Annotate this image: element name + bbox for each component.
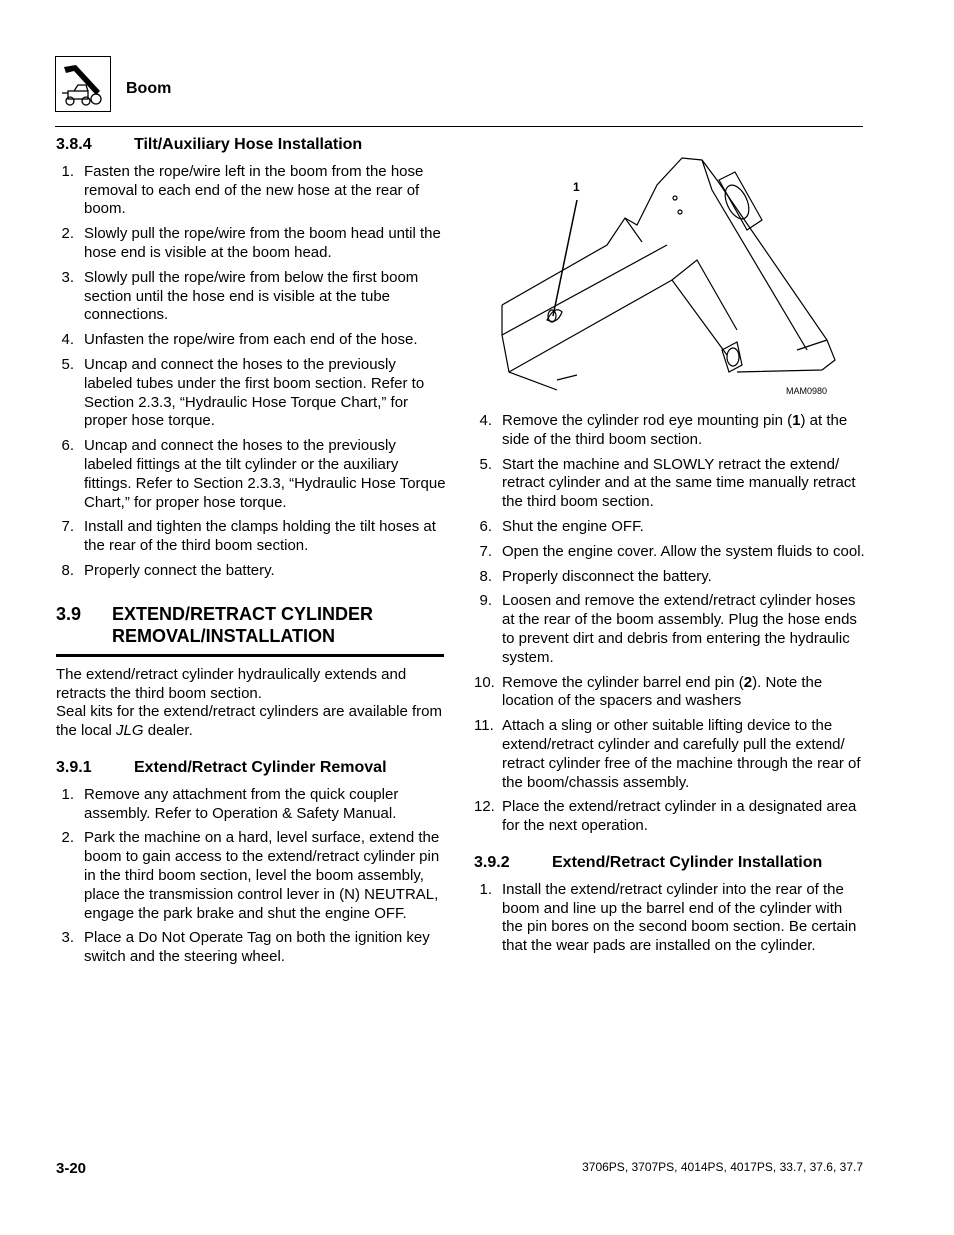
list-item: 9. Loosen and remove the extend/retract cylinder hoses at the rear of the boom assembly. Plug the hose ends to prevent dirt and debris from entering the hydraulic system. bbox=[479, 592, 857, 666]
section-3-9-2-heading: 3.9.2 Extend/Retract Cylinder Installation bbox=[474, 853, 823, 871]
header-title: Boom bbox=[126, 80, 172, 97]
footer-models: 3706PS, 3707PS, 4014PS, 4017PS, 33.7, 37.6, 37.7 bbox=[582, 1160, 863, 1174]
list-item: 4. Unfasten the rope/wire from each end of the hose. bbox=[61, 331, 418, 349]
list-item: 2. Park the machine on a hard, level surface, extend the boom to gain access to the extend/retract cylinder pin in the third boom section, level the boom assembly, place the transmission control lever in (N) NEUTRAL, engage the park brake and shut the engine OFF. bbox=[61, 829, 440, 922]
list-item: 7. Install and tighten the clamps holding the tilt hoses at the rear of the third boom section. bbox=[61, 518, 436, 555]
section-3-9-heading: 3.9 EXTEND/RETRACT CYLINDER REMOVAL/INSTALLATION bbox=[56, 603, 374, 646]
list-item: 5. Start the machine and SLOWLY retract the extend/ retract cylinder and at the same time manually retract the third boom section. bbox=[479, 455, 856, 511]
section-3-9-2-steps bbox=[474, 881, 866, 956]
list-item: 1. Remove any attachment from the quick coupler assembly. Refer to Operation & Safety Manual. bbox=[61, 785, 399, 822]
section-3-8-4-steps bbox=[56, 163, 446, 581]
list-item: 5. Uncap and connect the hoses to the previously labeled tubes under the first boom section. Refer to Section 2.3.3, “Hydraulic Hose Torque Chart,” for proper hose torque. bbox=[61, 355, 425, 430]
callout-1-leader bbox=[553, 200, 577, 316]
list-item: 8. Properly disconnect the battery. bbox=[479, 567, 712, 585]
page-number: 3-20 bbox=[56, 1160, 87, 1177]
left-column bbox=[56, 136, 446, 973]
header-divider bbox=[55, 126, 863, 127]
list-item: 3. Slowly pull the rope/wire from below the first boom section until the hose end is visible at the tube connections. bbox=[61, 268, 419, 324]
list-item: 7. Open the engine cover. Allow the system fluids to cool. bbox=[479, 542, 865, 560]
list-item: 8. Properly connect the battery. bbox=[61, 561, 275, 579]
telehandler-icon bbox=[56, 57, 109, 110]
list-item: 12. Place the extend/retract cylinder in a designated area for the next operation. bbox=[474, 798, 857, 835]
figure-code: MAM0980 bbox=[786, 386, 828, 396]
boom-section-logo bbox=[55, 56, 111, 112]
section-3-9-1-steps-left bbox=[56, 786, 446, 967]
section-3-9-1-steps-right bbox=[474, 412, 866, 450]
list-item: 10. Remove the cylinder barrel end pin (2). Note the location of the spacers and washers bbox=[474, 673, 823, 710]
list-item: 1. Install the extend/retract cylinder into the rear of the boom and line up the barrel end of the cylinder with the pin bores on the second boom section. Be certain that the wear pads are installed on the cylinder. bbox=[479, 880, 857, 955]
section-3-9-1-step-10 bbox=[474, 674, 866, 712]
section-3-9-intro: The extend/retract cylinder hydraulically extends and retracts the third boom section. bbox=[56, 665, 407, 702]
list-item: 11. Attach a sling or other suitable lifting device to the extend/retract cylinder and carefully pull the extend/ retract cylinder free of the machine through the rear of the boom/chassis assembly. bbox=[474, 717, 861, 791]
list-item: 6. Shut the engine OFF. bbox=[479, 517, 644, 535]
section-3-9-1-steps-right-3 bbox=[474, 717, 866, 836]
list-item: 2. Slowly pull the rope/wire from the boom head until the hose end is visible at the boom head. bbox=[61, 225, 441, 261]
list-item: 6. Uncap and connect the hoses to the previously labeled fittings at the tilt cylinder or the auxiliary fittings. Refer to Section 2.3.3, “Hydraulic Hose Torque Chart,” for proper hose torque. bbox=[61, 437, 446, 511]
boom-cylinder-pin-figure bbox=[497, 150, 842, 400]
right-column bbox=[474, 412, 866, 962]
list-item: 3. Place a Do Not Operate Tag on both the ignition key switch and the steering wheel. bbox=[61, 929, 430, 966]
section-3-8-4-heading: 3.8.4 Tilt/Auxiliary Hose Installation bbox=[56, 136, 363, 153]
section-3-9-1-heading: 3.9.1 Extend/Retract Cylinder Removal bbox=[56, 758, 387, 776]
section-3-9-rule bbox=[56, 654, 444, 657]
figure-callout-1: 1 bbox=[573, 180, 580, 194]
list-item: 1. Fasten the rope/wire left in the boom from the hose removal to each end of the new hose at the rear of boom. bbox=[61, 162, 424, 218]
section-3-9-1-steps-right-2 bbox=[474, 456, 866, 668]
section-3-9-seal-kits: Seal kits for the extend/retract cylinders are available from the local JLG dealer. bbox=[56, 703, 443, 740]
list-item: 4. Remove the cylinder rod eye mounting pin (1) at the side of the third boom section. bbox=[479, 412, 848, 448]
